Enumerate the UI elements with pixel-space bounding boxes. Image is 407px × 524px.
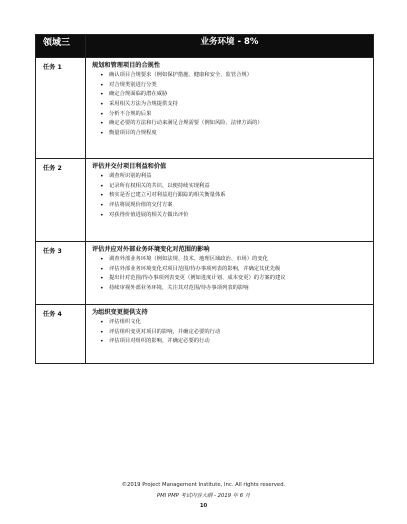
task-title: 评估并应对外部业务环境变化对范围的影响 xyxy=(92,246,210,253)
task-row xyxy=(36,242,374,305)
task-content xyxy=(86,305,374,364)
enabler-item: • 对获得价值进展的相关方做出评价 xyxy=(100,211,369,221)
enabler-list xyxy=(92,318,369,347)
enabler-item: • 评估组织文化 xyxy=(100,318,369,328)
enabler-item: • 核实是否已建立可对利益进行跟踪的相关衡量体系 xyxy=(100,191,369,201)
enabler-item: • 调查所识别的利益 xyxy=(100,172,369,182)
enabler-item: • 分析不合规的后果 xyxy=(100,110,369,120)
enabler-item: • 评估项目对组织的影响，并确定必要的行动 xyxy=(100,337,369,347)
enabler-item: • 衡量项目的合规程度 xyxy=(100,129,369,139)
page-number: 10 xyxy=(199,503,208,509)
exam-outline-table xyxy=(35,34,374,364)
copyright-notice: ©2019 Project Management Institute, Inc. All rights reserved. xyxy=(121,482,286,488)
task-label: 任务 1 xyxy=(36,58,86,159)
enabler-item: • 调查外部业务环境（例如法规、技术、地理区域政治、市场）的变化 xyxy=(100,255,369,265)
task-content xyxy=(86,159,374,242)
task-label: 任务 3 xyxy=(36,242,86,305)
enabler-list xyxy=(92,71,369,138)
task-content xyxy=(86,242,374,305)
enabler-item: • 评估将展现价值的交付方案 xyxy=(100,201,369,211)
task-label: 任务 4 xyxy=(36,305,86,364)
enabler-item: • 记录所有权相关的共识，以便持续实现利益 xyxy=(100,182,369,192)
task-row xyxy=(36,159,374,242)
enabler-item: • 评估外部业务环境变化对项目范围/待办事项列表的影响，并确定其优先级 xyxy=(100,265,369,275)
enabler-item: • 持续审视外部业务环境，关注其对范围/待办事项列表的影响 xyxy=(100,284,369,294)
task-content xyxy=(86,58,374,159)
task-row xyxy=(36,58,374,159)
enabler-item: • 对合规类别进行分类 xyxy=(100,81,369,91)
task-title: 规划和管理项目的合规性 xyxy=(92,62,161,69)
task-row xyxy=(36,305,374,364)
task-title: 评估并交付项目利益和价值 xyxy=(92,163,167,170)
task-label: 任务 2 xyxy=(36,159,86,242)
enabler-list xyxy=(92,172,369,220)
enabler-list xyxy=(92,255,369,293)
enabler-item: • 采用相关方法为合规提供支持 xyxy=(100,100,369,110)
domain-label: 领域三 xyxy=(36,35,86,58)
task-title: 为组织变更提供支持 xyxy=(92,309,148,316)
enabler-item: • 提出针对范围/待办事项列表变更（例如进度计划、成本变更）的方案的建议 xyxy=(100,274,369,284)
enabler-item: • 确定必要的方法和行动来满足合规需要（例如风险、法律方面的） xyxy=(100,119,369,129)
enabler-item: • 评估组织变更对项目的影响，并确定必要的行动 xyxy=(100,328,369,338)
document-title: PMI PMP 考试内容大纲 - 2019 年 6 月 xyxy=(156,493,251,499)
table-header-row xyxy=(36,35,374,58)
enabler-item: • 确认项目合规要求（例如保护措施、健康和安全、监管合规） xyxy=(100,71,369,81)
domain-title: 业务环境 - 8% xyxy=(86,35,374,58)
enabler-item: • 确定合规面临的潜在威胁 xyxy=(100,90,369,100)
